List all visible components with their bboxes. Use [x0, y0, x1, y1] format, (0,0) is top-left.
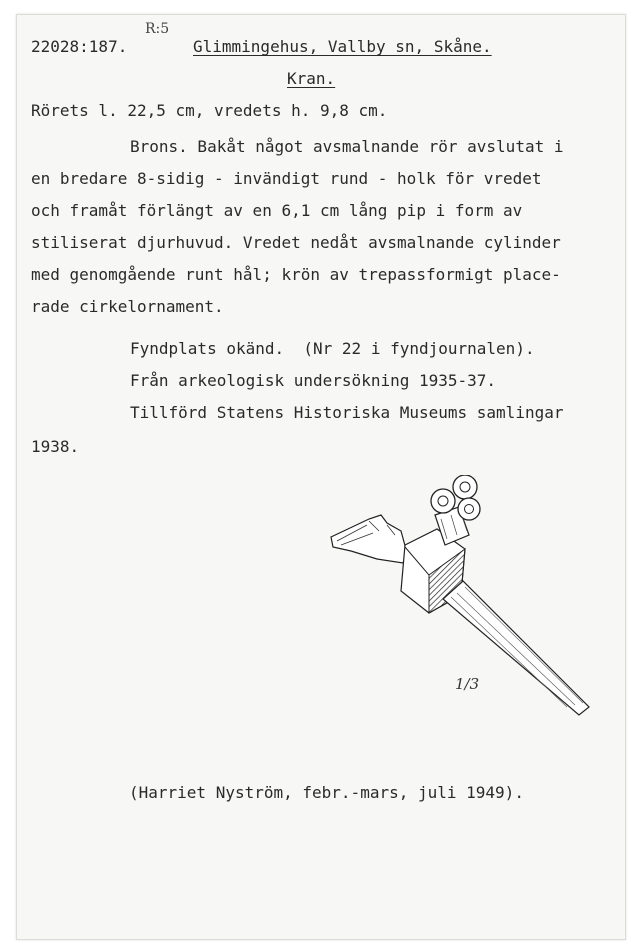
handwritten-mark: R:5 [145, 21, 170, 37]
catalog-card [16, 14, 626, 940]
excavation: Från arkeologisk undersökning 1935-37. [130, 371, 497, 390]
description-line: stiliserat djurhuvud. Vredet nedåt avsmalnande cylinder [31, 233, 561, 252]
measurements: Rörets l. 22,5 cm, vredets h. 9,8 cm. [31, 101, 388, 120]
description-line: Brons. Bakåt något avsmalnande rör avslutat i [130, 137, 564, 156]
description-line: med genomgående runt hål; krön av trepassformigt place- [31, 265, 561, 284]
acquisition-year: 1938. [31, 437, 80, 456]
find-place: Fyndplats okänd. (Nr 22 i fyndjournalen). [130, 339, 535, 358]
description-line: rade cirkelornament. [31, 297, 224, 316]
location-heading: Glimmingehus, Vallby sn, Skåne. [193, 37, 492, 56]
bronze-tap-drawing [317, 475, 597, 725]
author-credit: (Harriet Nyström, febr.-mars, juli 1949). [129, 783, 524, 802]
object-name: Kran. [287, 69, 336, 88]
description-line: och framåt förlängt av en 6,1 cm lång pip i form av [31, 201, 523, 220]
acquisition-line: Tillförd Statens Historiska Museums samlingar [130, 403, 564, 422]
scale-label: 1/3 [455, 675, 480, 693]
catalog-number: 22028:187. [31, 37, 128, 56]
description-line: en bredare 8-sidig - invändigt rund - holk för vredet [31, 169, 542, 188]
